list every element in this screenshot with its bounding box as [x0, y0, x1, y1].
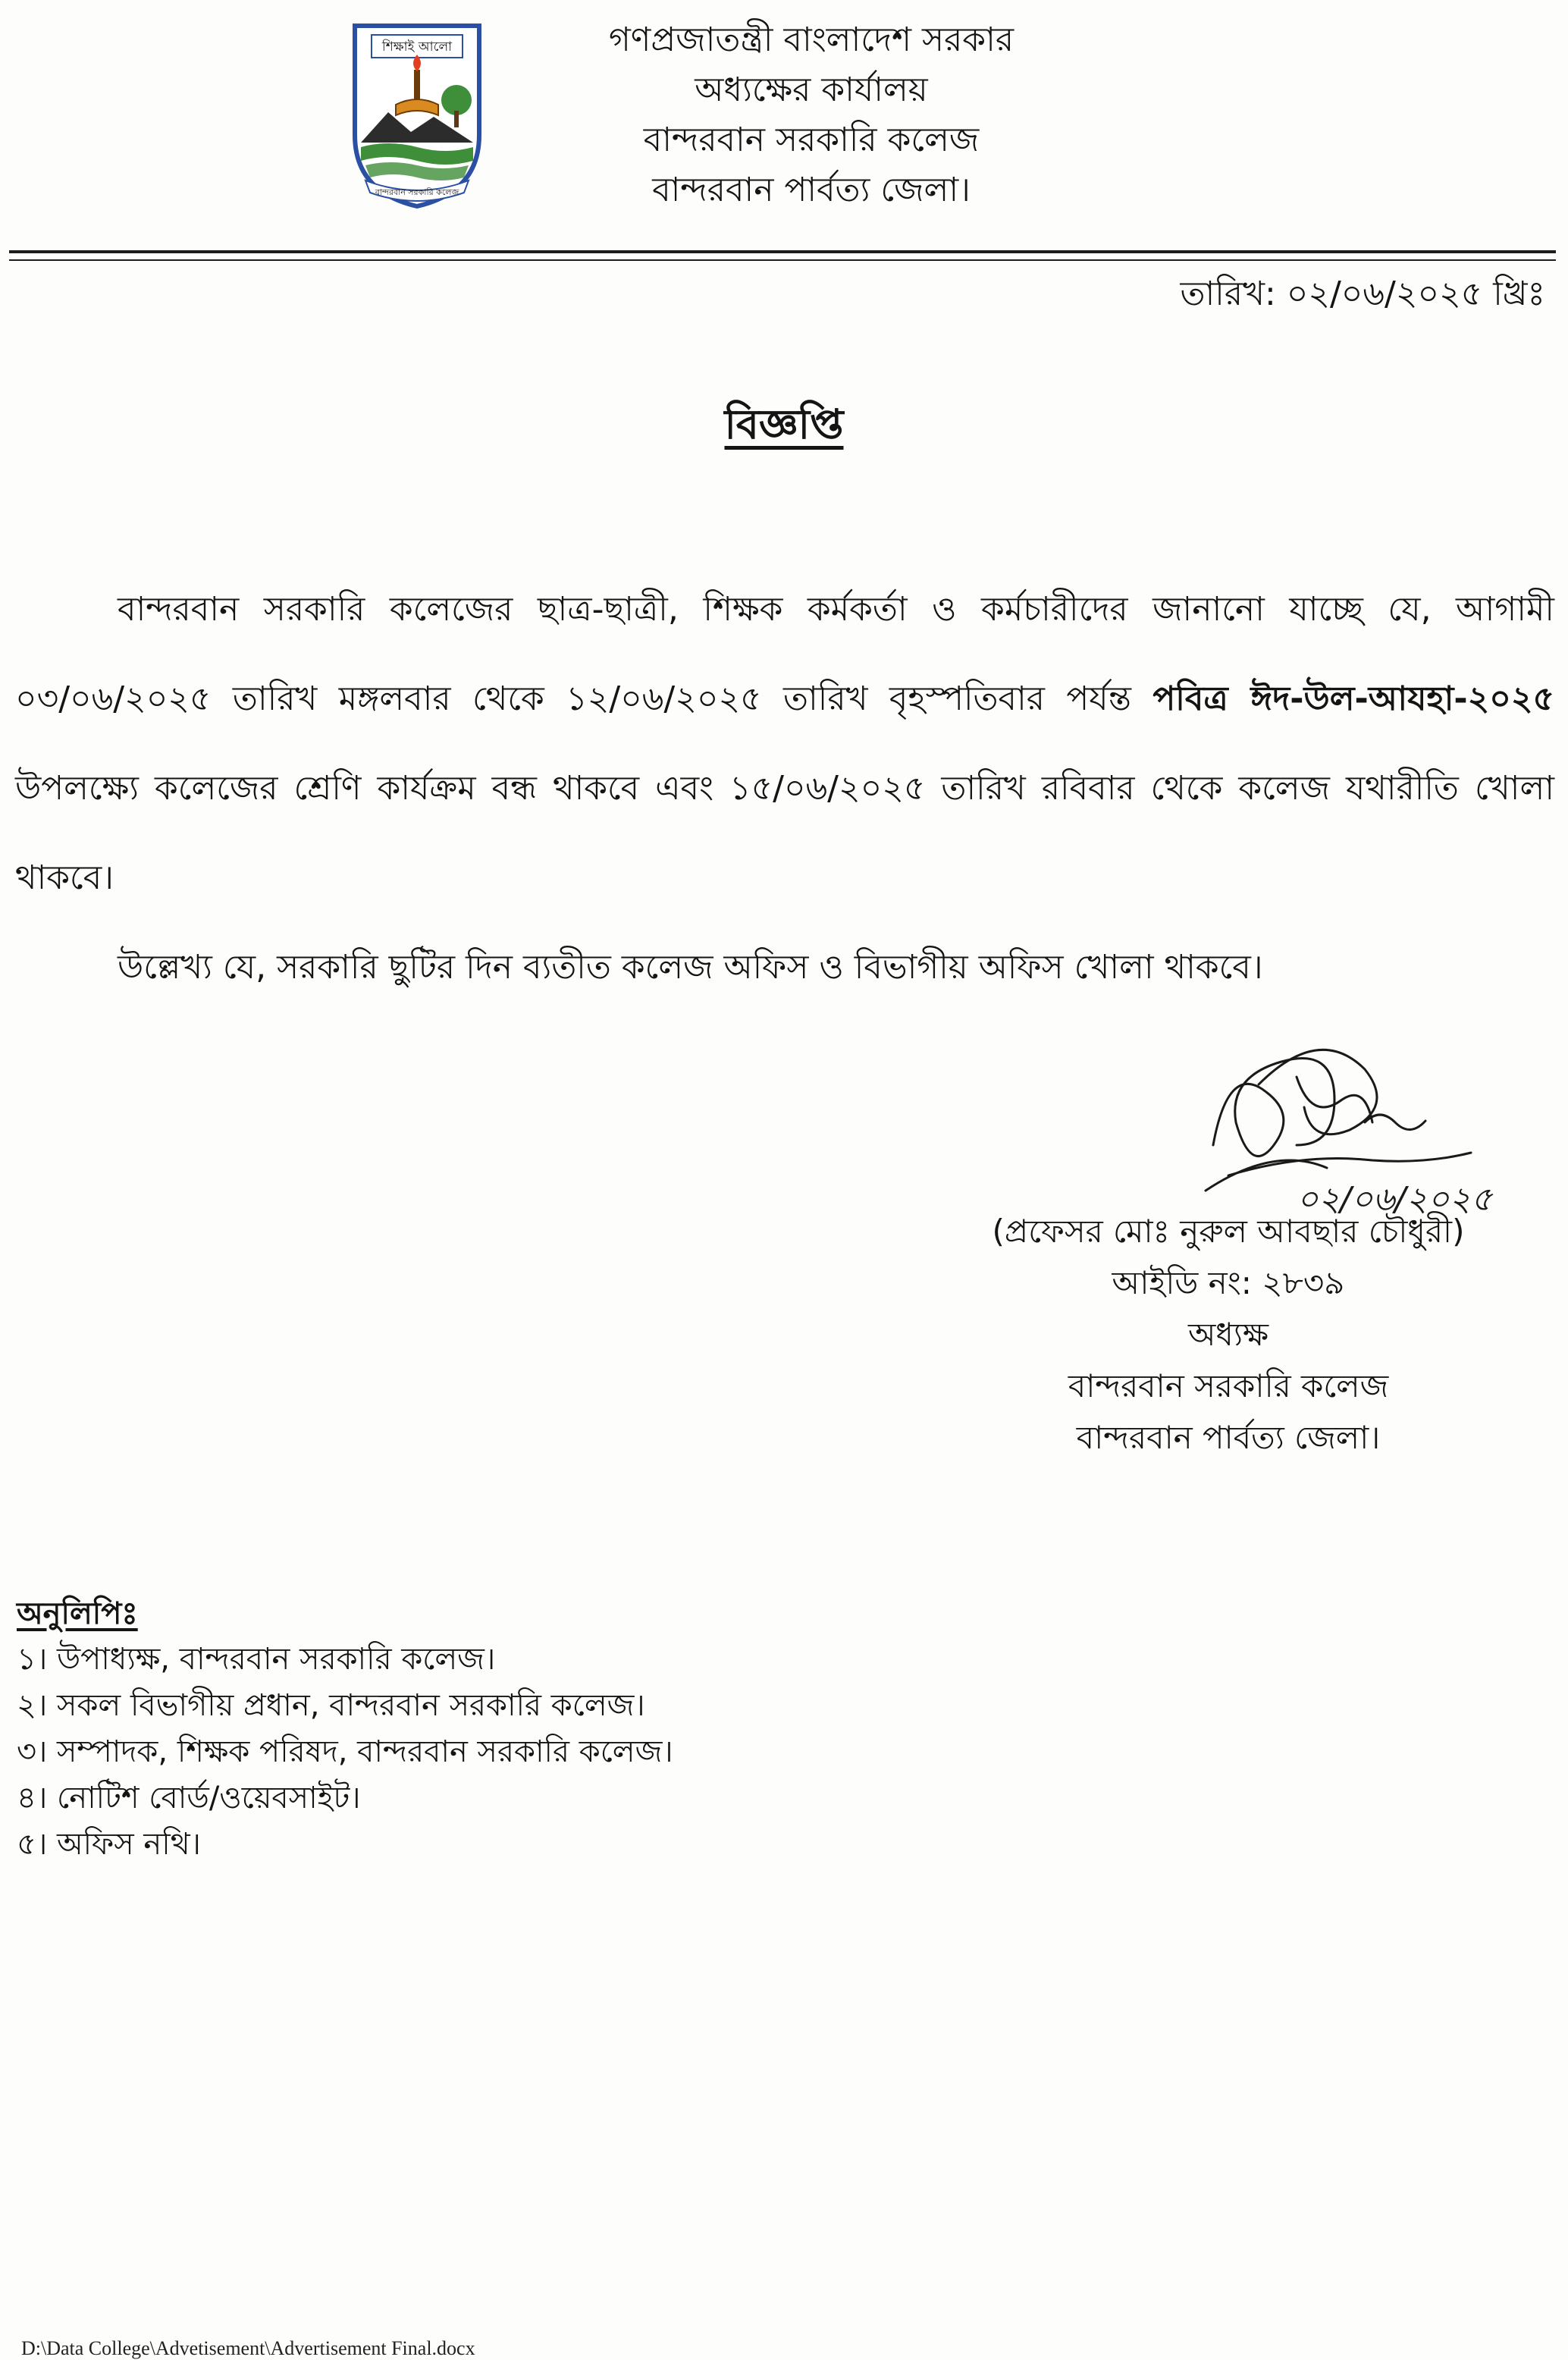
notice-date: তারিখ: ০২/০৬/২০২৫ খ্রিঃ [1180, 275, 1545, 313]
signatory-id: আইডি নং: ২৮৩৯ [1112, 1264, 1345, 1301]
copy-to-heading: অনুলিপিঃ [17, 1596, 138, 1631]
header-government: গণপ্রজাতন্ত্রী বাংলাদেশ সরকার [608, 20, 1014, 59]
header-divider-thin [9, 259, 1556, 261]
signatory-block [940, 1206, 1516, 1464]
body-paragraph-1 [15, 565, 1554, 923]
header-district: বান্দরবান পার্বত্য জেলা। [652, 171, 971, 209]
notice-body [15, 565, 1554, 1012]
notice-title-text: বিজ্ঞপ্তি [724, 400, 844, 448]
handwritten-signature [1183, 1031, 1501, 1229]
copy-to-item: ৩। সম্পাদক, শিক্ষক পরিষদ, বান্দরবান সরকারি কলেজ। [17, 1734, 673, 1769]
holiday-name: পবিত্র ঈদ-উল-আযহা-২০২৫ [1152, 679, 1554, 718]
signatory-institution: বান্দরবান সরকারি কলেজ [1068, 1367, 1389, 1404]
notice-title [0, 394, 1568, 455]
copy-to-list [17, 1591, 1002, 1868]
copy-to-item: ৪। নোটিশ বোর্ড/ওয়েবসাইট। [17, 1781, 361, 1816]
signatory-name: (প্রফেসর মোঃ নুরুল আবছার চৌধুরী) [992, 1213, 1465, 1250]
copy-to-item: ২। সকল বিভাগীয় প্রধান, বান্দরবান সরকারি কলেজ। [17, 1688, 645, 1723]
header-office: অধ্যক্ষের কার্যালয় [695, 71, 928, 109]
logo-name: বান্দরবান সরকারি কলেজ [375, 187, 459, 197]
signature-date: ০২/০৬/২০২৫ [1297, 1180, 1493, 1219]
logo-motto: শিক্ষাই আলো [381, 39, 453, 55]
signatory-designation: অধ্যক্ষ [1187, 1316, 1269, 1353]
body-paragraph-2: উল্লেখ্য যে, সরকারি ছুটির দিন ব্যতীত কলেজ অফিস ও বিভাগীয় অফিস খোলা থাকবে। [118, 948, 1263, 987]
body-paragraph-1-part-2: উপলক্ষ্যে কলেজের শ্রেণি কার্যক্রম বন্ধ থাকবে এবং ১৫/০৬/২০২৫ তারিখ রবিবার থেকে কলেজ যথারীতি খোলা থাকবে। [15, 769, 1554, 897]
letterhead-text [455, 15, 1168, 215]
signatory-district: বান্দরবান পার্বত্য জেলা। [1076, 1419, 1381, 1456]
file-path-footer: D:\Data College\Advetisement\Advertisement Final.docx [21, 2337, 475, 2359]
body-paragraph-1-part-1: বান্দরবান সরকারি কলেজের ছাত্র-ছাত্রী, শিক্ষক কর্মকর্তা ও কর্মচারীদের জানানো যাচ্ছে যে, আগামী ০৩/০৬/২০২৫ তারিখ মঙ্গলবার থেকে ১২/০৬/২০২৫ তারিখ বৃহস্পতিবার পর্যন্ত [15, 590, 1554, 718]
header-college: বান্দরবান সরকারি কলেজ [643, 121, 980, 159]
copy-to-item: ১। উপাধ্যক্ষ, বান্দরবান সরকারি কলেজ। [17, 1642, 496, 1677]
header-divider-thick [9, 250, 1556, 253]
copy-to-item: ৫। অফিস নথি। [17, 1827, 201, 1862]
